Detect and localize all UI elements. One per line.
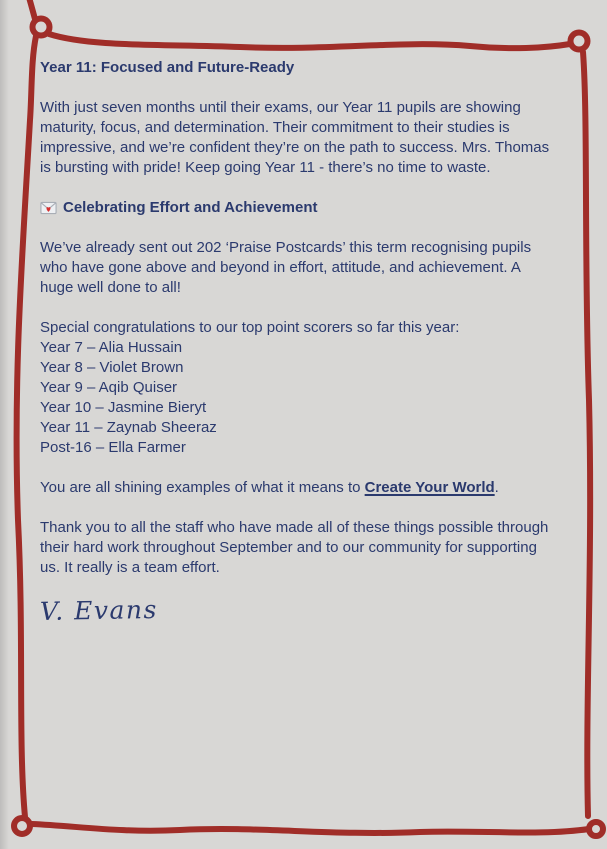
heading-celebrating bbox=[40, 198, 572, 218]
scorer-line-year11: Year 11 – Zaynab Sheeraz bbox=[40, 419, 217, 436]
closing-prefix: You are all shining examples of what it means to bbox=[40, 479, 365, 496]
text-line: impressive, and we’re confident they’re on the path to success. Mrs. Thomas bbox=[40, 139, 550, 156]
text-line: We’ve already sent out 202 ‘Praise Postcards’ this term recognising pupils bbox=[40, 239, 532, 256]
border-bottom-left-loop bbox=[14, 818, 30, 834]
letter-body bbox=[39, 58, 572, 626]
scorer-line-year10: Year 10 – Jasmine Bieryt bbox=[40, 399, 207, 416]
paragraph-year11 bbox=[40, 98, 572, 178]
border-bottom-line bbox=[32, 824, 589, 833]
paragraph-thanks bbox=[40, 518, 572, 578]
border-top-line bbox=[49, 34, 570, 48]
text-line: With just seven months until their exams, our Year 11 pupils are showing bbox=[40, 99, 521, 116]
border-right-line bbox=[583, 52, 590, 816]
border-top-left-tail bbox=[28, 0, 35, 19]
text-line: who have gone above and beyond in effort, attitude, and achievement. A bbox=[40, 259, 521, 276]
scorer-line-year7: Year 7 – Alia Hussain bbox=[40, 339, 183, 356]
text-line: maturity, focus, and determination. Their commitment to their studies is bbox=[40, 119, 510, 136]
love-letter-icon bbox=[40, 201, 57, 215]
heading-year11: Year 11: Focused and Future-Ready bbox=[40, 59, 295, 76]
scorer-line-year8: Year 8 – Violet Brown bbox=[40, 359, 184, 376]
closing-suffix: . bbox=[494, 479, 499, 496]
paragraph-postcards bbox=[40, 238, 572, 298]
closing-sentence bbox=[40, 478, 572, 498]
signature: V. Evans bbox=[39, 594, 159, 626]
border-left-line bbox=[17, 36, 36, 817]
heading-celebrating-label: Celebrating Effort and Achievement bbox=[63, 199, 318, 216]
text-line: us. It really is a team effort. bbox=[40, 559, 220, 576]
create-your-world-link[interactable]: Create Your World bbox=[364, 479, 495, 496]
top-scorers-section bbox=[40, 318, 572, 458]
scorer-line-post16: Post-16 – Ella Farmer bbox=[40, 439, 186, 456]
text-line: Thank you to all the staff who have made all of these things possible through bbox=[40, 519, 549, 536]
text-line: their hard work throughout September and to our community for supporting bbox=[40, 539, 537, 556]
scorers-intro: Special congratulations to our top point scorers so far this year: bbox=[40, 319, 460, 336]
text-line: huge well done to all! bbox=[40, 279, 181, 296]
scorer-line-year9: Year 9 – Aqib Quiser bbox=[40, 379, 178, 396]
text-line: is bursting with pride! Keep going Year 11 - there’s no time to waste. bbox=[40, 159, 491, 176]
border-top-right-loop bbox=[571, 33, 588, 50]
